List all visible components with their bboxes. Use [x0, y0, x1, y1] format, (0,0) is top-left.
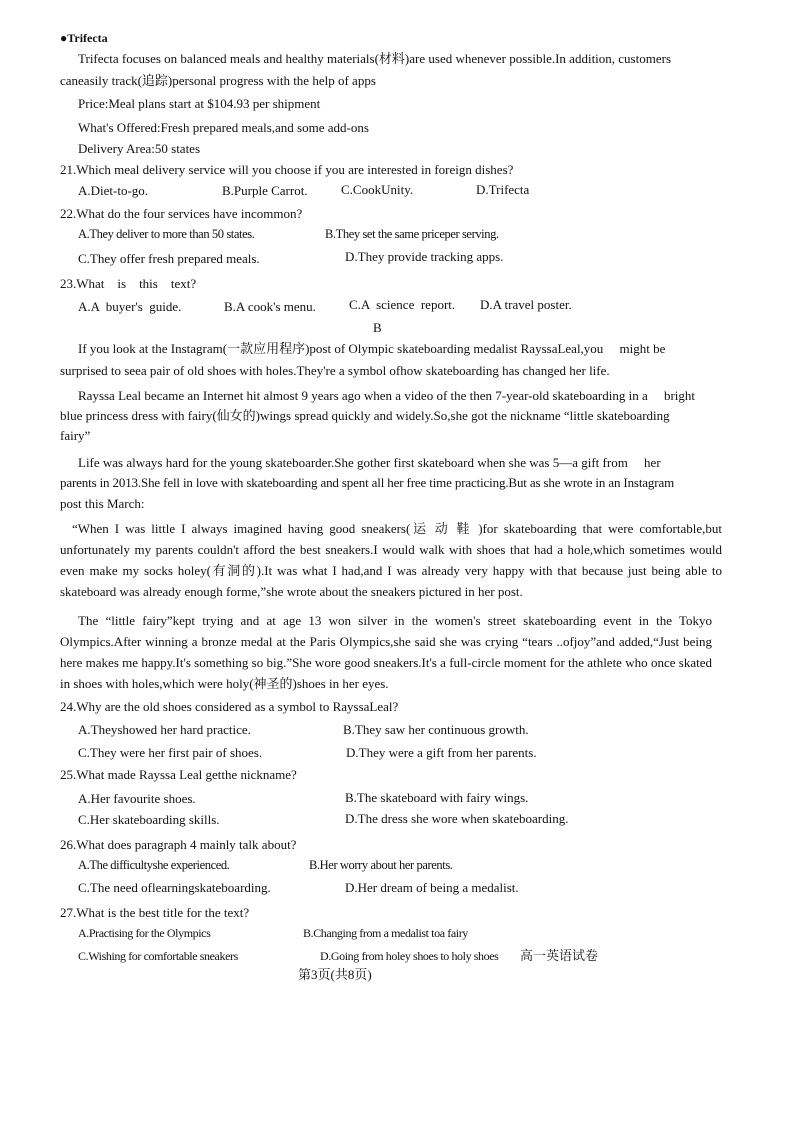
q26-option-b[interactable]: B.Her worry about her parents.	[309, 858, 453, 872]
q24-stem: 24.Why are the old shoes considered as a symbol to RayssaLeal?	[60, 699, 399, 714]
q23-option-d[interactable]: D.A travel poster.	[480, 297, 572, 312]
q23-option-a[interactable]: A.A buyer's guide.	[78, 299, 182, 314]
q24-option-c[interactable]: C.They were her first pair of shoes.	[78, 745, 263, 760]
passage-p1-line1: If you look at the Instagram(一款应用程序)post of Olympic skateboarding medalist RayssaLeal,you might be	[78, 341, 666, 356]
passage-p2-line3: fairy”	[60, 428, 91, 443]
q21-option-d[interactable]: D.Trifecta	[476, 182, 530, 197]
q22-option-b[interactable]: B.They set the same priceper serving.	[325, 227, 499, 241]
trifecta-desc-line1: Trifecta focuses on balanced meals and healthy materials(材料)are used whenever possible.In addition, customers	[78, 51, 671, 66]
q26-option-c[interactable]: C.The need oflearningskateboarding.	[78, 880, 271, 895]
q21-option-a[interactable]: A.Diet-to-go.	[78, 183, 149, 198]
page-footer: 第3页(共8页)	[298, 967, 372, 982]
q26-option-d[interactable]: D.Her dream of being a medalist.	[345, 880, 519, 895]
section-b-heading: B	[373, 320, 382, 335]
q23-option-c[interactable]: C.A science report.	[349, 297, 456, 312]
passage-p2-line2: blue princess dress with fairy(仙女的)wings spread quickly and widely.So,she got the nickname “little skateboarding	[60, 408, 670, 423]
q25-option-a[interactable]: A.Her favourite shoes.	[78, 791, 196, 806]
q26-stem: 26.What does paragraph 4 mainly talk about?	[60, 837, 297, 852]
q27-option-c[interactable]: C.Wishing for comfortable sneakers	[78, 949, 238, 963]
passage-p1-line2: surprised to seea pair of old shoes with holes.They're a symbol ofhow skateboarding has changed her life.	[60, 363, 610, 378]
q25-option-b[interactable]: B.The skateboard with fairy wings.	[345, 790, 529, 805]
trifecta-area: Delivery Area:50 states	[78, 141, 201, 156]
trifecta-desc-line2: caneasily track(追踪)personal progress with the help of apps	[60, 73, 376, 88]
q22-option-d[interactable]: D.They provide tracking apps.	[345, 249, 504, 264]
exam-title-tail: 高一英语试卷	[520, 948, 599, 963]
q22-option-c[interactable]: C.They offer fresh prepared meals.	[78, 251, 260, 266]
q22-stem: 22.What do the four services have incommon?	[60, 206, 303, 221]
q26-option-a[interactable]: A.The difficultyshe experienced.	[78, 858, 230, 872]
trifecta-heading: ●Trifecta	[60, 31, 108, 45]
q24-option-b[interactable]: B.They saw her continuous growth.	[343, 722, 529, 737]
passage-p3-line3: post this March:	[60, 496, 145, 511]
q22-option-a[interactable]: A.They deliver to more than 50 states.	[78, 227, 255, 241]
q21-option-b[interactable]: B.Purple Carrot.	[222, 183, 308, 198]
q23-option-b[interactable]: B.A cook's menu.	[224, 299, 316, 314]
q24-option-d[interactable]: D.They were a gift from her parents.	[346, 745, 537, 760]
q25-option-c[interactable]: C.Her skateboarding skills.	[78, 812, 220, 827]
q24-option-a[interactable]: A.Theyshowed her hard practice.	[78, 722, 251, 737]
q25-stem: 25.What made Rayssa Leal getthe nickname?	[60, 767, 297, 782]
q27-stem: 27.What is the best title for the text?	[60, 905, 250, 920]
passage-p3-line1: Life was always hard for the young skateboarder.She gother first skateboard when she was 5—a gift from her	[78, 455, 661, 470]
trifecta-price: Price:Meal plans start at $104.93 per shipment	[78, 96, 321, 111]
q23-stem: 23.What is this text?	[60, 276, 197, 291]
q27-option-b[interactable]: B.Changing from a medalist toa fairy	[303, 926, 468, 940]
passage-quote-paragraph: “When I was little I always imagined having good sneakers(运 动 鞋 )for skateboarding that were comfortable,but unfortunately my parents couldn't afford the best sneakers.I would walk with shoes that had a hole,which sometimes would even make my socks holey(有洞的).It was what I had,and I was already very happy with that because just being able to skateboard was already enough forme,”she wrote about the sneakers pictured in her post.	[60, 521, 722, 599]
q25-option-d[interactable]: D.The dress she wore when skateboarding.	[345, 811, 569, 826]
q27-option-a[interactable]: A.Practising for the Olympics	[78, 926, 211, 940]
passage-p3-line2: parents in 2013.She fell in love with skateboarding and spent all her free time practicing.But as she wrote in an Instagram	[60, 475, 675, 490]
trifecta-offered: What's Offered:Fresh prepared meals,and some add-ons	[78, 120, 369, 135]
q21-option-c[interactable]: C.CookUnity.	[341, 182, 414, 197]
passage-p5: The “little fairy”kept trying and at age 13 won silver in the women's street skateboarding event in the Tokyo Olympics.After winning a bronze medal at the Paris Olympics,she said she was crying “tears ..ofjoy”and added,“Just being here makes me happy.It's something so big.”She wore good sneakers.It's a full-circle moment for the athlete who once skated in shoes with holes,which were holy(神圣的)shoes in her eyes.	[60, 613, 712, 691]
q27-option-d[interactable]: D.Going from holey shoes to holy shoes	[320, 949, 499, 963]
passage-p2-line1: Rayssa Leal became an Internet hit almost 9 years ago when a video of the then 7-year-old skateboarding in a bright	[78, 388, 696, 403]
q21-stem: 21.Which meal delivery service will you choose if you are interested in foreign dishes?	[60, 162, 514, 177]
